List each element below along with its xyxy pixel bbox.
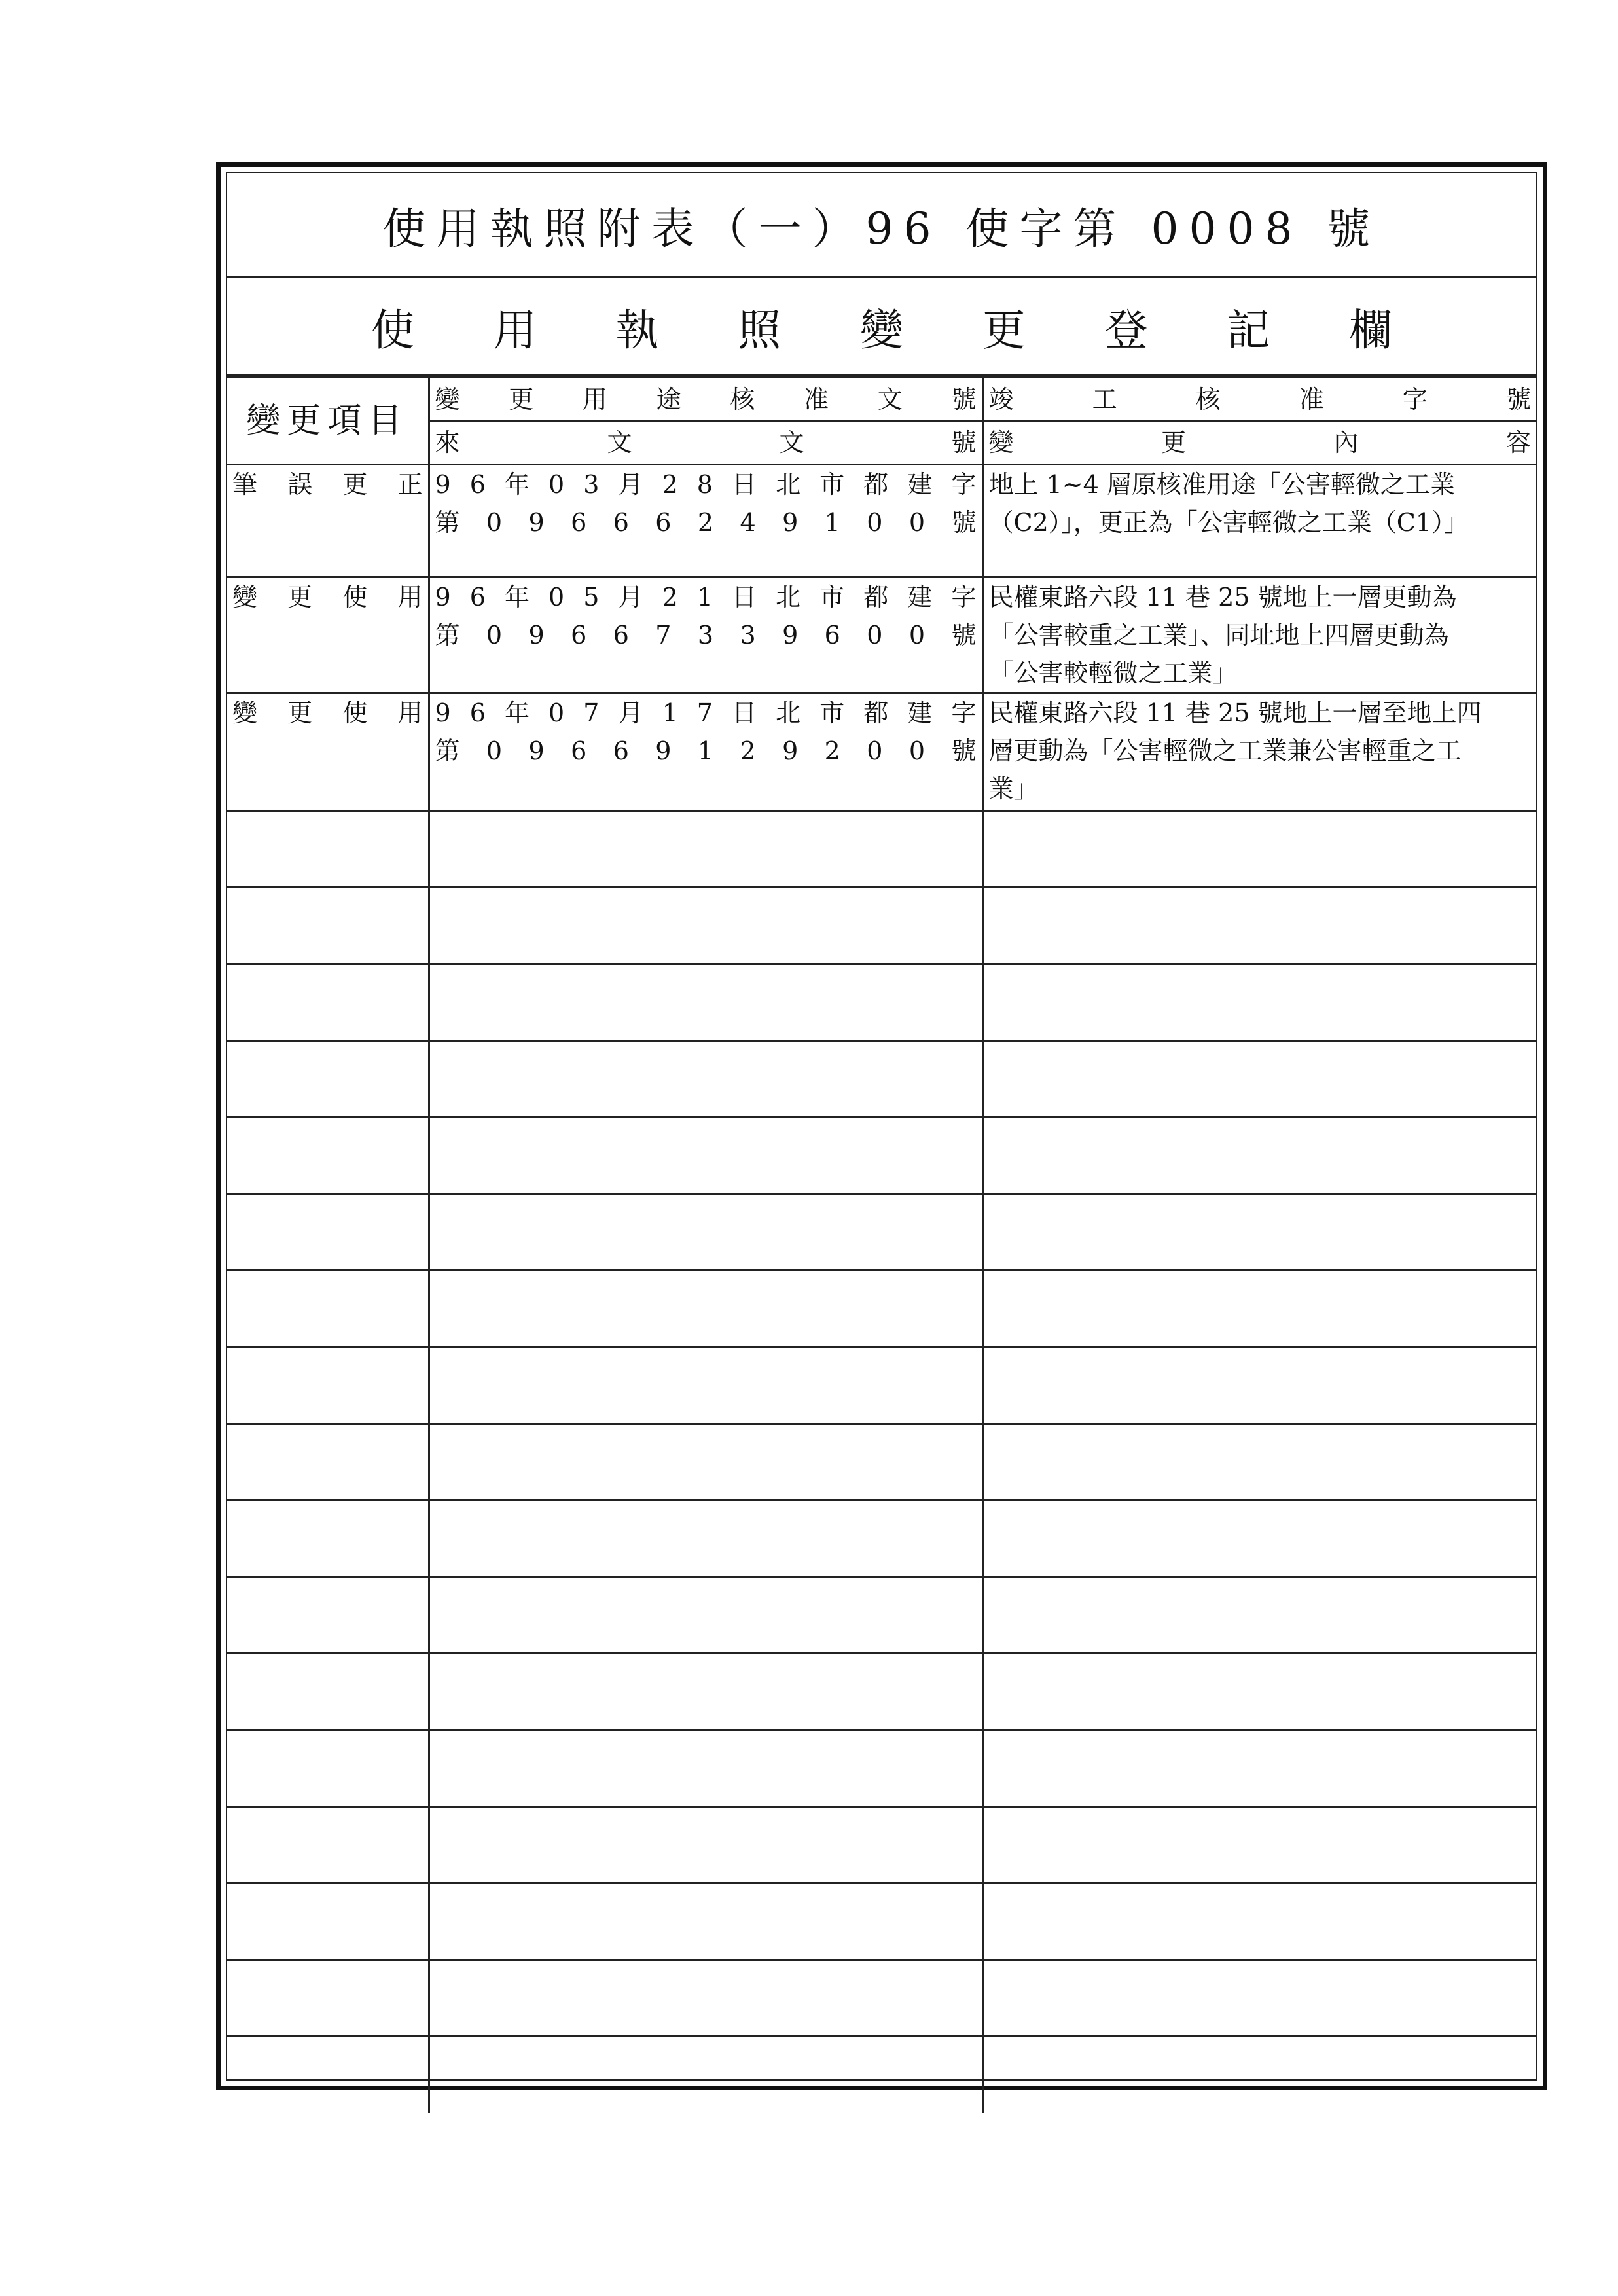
doc-char: 3 bbox=[697, 621, 714, 649]
header-char: 內 bbox=[1333, 428, 1359, 457]
doc-char: 1 bbox=[696, 583, 713, 611]
doc-char: 7 bbox=[583, 699, 600, 727]
change-content-cell bbox=[982, 693, 1536, 811]
approval-doc-cell bbox=[429, 693, 982, 811]
empty-cell bbox=[429, 1424, 982, 1501]
empty-table-row bbox=[227, 1271, 1536, 1347]
empty-cell bbox=[227, 811, 429, 888]
empty-table-row bbox=[227, 888, 1536, 964]
content-line: 民權東路六段 11 巷 25 號地上一層至地上四 bbox=[988, 699, 1482, 727]
form-subtitle bbox=[227, 278, 1536, 376]
subtitle-char: 用 bbox=[493, 305, 537, 355]
doc-char: 北 bbox=[776, 470, 801, 499]
header-char: 變 bbox=[988, 428, 1014, 457]
doc-char: 0 bbox=[548, 583, 565, 611]
empty-cell bbox=[227, 964, 429, 1041]
empty-cell bbox=[982, 1041, 1536, 1118]
doc-line-number bbox=[435, 503, 977, 541]
change-content-cell bbox=[982, 465, 1536, 577]
empty-cell bbox=[429, 1730, 982, 1807]
header-char: 准 bbox=[1299, 385, 1324, 414]
table-row bbox=[227, 577, 1536, 693]
doc-char: 建 bbox=[907, 583, 933, 611]
doc-char: 7 bbox=[655, 621, 672, 649]
empty-table-row bbox=[227, 1654, 1536, 1730]
doc-char: 0 bbox=[867, 621, 883, 649]
content-line: 業」 bbox=[988, 774, 1039, 803]
change-item-cell bbox=[227, 465, 429, 577]
empty-cell bbox=[982, 1194, 1536, 1271]
doc-char: 字 bbox=[951, 699, 977, 727]
empty-cell bbox=[227, 1960, 429, 2037]
empty-table-row bbox=[227, 1424, 1536, 1501]
empty-cell bbox=[429, 1807, 982, 1884]
empty-cell bbox=[982, 1271, 1536, 1347]
empty-cell bbox=[982, 1577, 1536, 1654]
doc-char: 0 bbox=[867, 737, 883, 765]
empty-cell bbox=[227, 2037, 429, 2113]
header-approval-line1 bbox=[430, 378, 982, 420]
empty-table-row bbox=[227, 1577, 1536, 1654]
empty-cell bbox=[429, 1347, 982, 1424]
doc-char: 月 bbox=[618, 699, 643, 727]
doc-char: 都 bbox=[863, 699, 889, 727]
content-line: 民權東路六段 11 巷 25 號地上一層更動為 bbox=[988, 583, 1457, 611]
doc-char: 2 bbox=[697, 508, 714, 537]
empty-cell bbox=[982, 1424, 1536, 1501]
doc-char: 號 bbox=[951, 621, 977, 649]
empty-cell bbox=[227, 1730, 429, 1807]
empty-cell bbox=[429, 1884, 982, 1960]
doc-char: 0 bbox=[486, 737, 503, 765]
doc-char: 第 bbox=[435, 621, 460, 649]
doc-char: 6 bbox=[613, 508, 629, 537]
header-char: 文 bbox=[607, 428, 632, 457]
doc-char: 0 bbox=[908, 508, 926, 537]
doc-char: 都 bbox=[863, 583, 889, 611]
doc-char: 號 bbox=[951, 737, 977, 765]
doc-char: 6 bbox=[571, 621, 587, 649]
header-char: 工 bbox=[1092, 385, 1117, 414]
doc-line-number bbox=[435, 732, 977, 770]
approval-doc-cell bbox=[429, 577, 982, 693]
empty-table-row bbox=[227, 1194, 1536, 1271]
doc-char: 北 bbox=[776, 583, 801, 611]
empty-table-row bbox=[227, 1960, 1536, 2037]
doc-char: 建 bbox=[907, 470, 933, 499]
approval-doc-cell bbox=[429, 465, 982, 577]
change-content-cell bbox=[982, 577, 1536, 693]
empty-cell bbox=[982, 1730, 1536, 1807]
content-line: 「公害較重之工業」、同址地上四層更動為 bbox=[988, 621, 1449, 649]
doc-char: 6 bbox=[469, 470, 486, 499]
doc-char: 2 bbox=[740, 737, 756, 765]
change-item-text bbox=[232, 694, 423, 732]
doc-char: 號 bbox=[951, 508, 977, 537]
header-char: 竣 bbox=[988, 385, 1014, 414]
header-char: 文 bbox=[877, 385, 903, 414]
header-char: 號 bbox=[951, 385, 977, 414]
doc-char: 2 bbox=[662, 470, 678, 499]
empty-cell bbox=[982, 1118, 1536, 1194]
empty-table-row bbox=[227, 2037, 1536, 2113]
empty-cell bbox=[227, 1501, 429, 1577]
subtitle-char: 照 bbox=[738, 305, 782, 355]
doc-char: 9 bbox=[528, 621, 545, 649]
item-char: 正 bbox=[397, 470, 423, 499]
header-char: 更 bbox=[1160, 428, 1186, 457]
doc-char: 1 bbox=[662, 699, 678, 727]
doc-char: 日 bbox=[732, 583, 757, 611]
header-char: 途 bbox=[656, 385, 681, 414]
doc-char: 8 bbox=[696, 470, 713, 499]
empty-table-row bbox=[227, 1347, 1536, 1424]
empty-cell bbox=[982, 964, 1536, 1041]
empty-table-row bbox=[227, 1730, 1536, 1807]
header-char: 文 bbox=[779, 428, 804, 457]
doc-char: 9 bbox=[655, 737, 672, 765]
item-char: 更 bbox=[342, 470, 368, 499]
subtitle-char: 登 bbox=[1104, 305, 1148, 355]
header-char: 核 bbox=[1195, 385, 1221, 414]
header-char: 字 bbox=[1402, 385, 1428, 414]
content-line: 地上 1~4 層原核准用途「公害輕微之工業 bbox=[988, 470, 1455, 499]
item-char: 變 bbox=[232, 699, 258, 727]
doc-char: 日 bbox=[732, 470, 757, 499]
doc-char: 9 bbox=[782, 508, 799, 537]
doc-char: 9 bbox=[528, 508, 545, 537]
table-row bbox=[227, 693, 1536, 811]
subtitle-char: 記 bbox=[1227, 305, 1270, 355]
change-item-cell bbox=[227, 577, 429, 693]
empty-table-row bbox=[227, 1041, 1536, 1118]
doc-char: 6 bbox=[613, 621, 629, 649]
doc-char: 北 bbox=[776, 699, 801, 727]
header-char: 變 bbox=[435, 385, 460, 414]
doc-char: 9 bbox=[435, 699, 451, 727]
doc-char: 4 bbox=[740, 508, 756, 537]
doc-char: 1 bbox=[824, 508, 840, 537]
empty-cell bbox=[227, 1884, 429, 1960]
content-line: 「公害較輕微之工業」 bbox=[988, 659, 1238, 687]
item-char: 用 bbox=[397, 583, 423, 611]
header-change-content bbox=[982, 378, 1536, 465]
doc-line-date bbox=[435, 578, 977, 616]
doc-char: 2 bbox=[824, 737, 840, 765]
item-char: 變 bbox=[232, 583, 258, 611]
doc-char: 6 bbox=[469, 583, 486, 611]
doc-char: 年 bbox=[504, 699, 530, 727]
empty-cell bbox=[982, 1347, 1536, 1424]
empty-cell bbox=[227, 1118, 429, 1194]
doc-char: 日 bbox=[732, 699, 757, 727]
empty-cell bbox=[982, 1654, 1536, 1730]
item-char: 筆 bbox=[232, 470, 258, 499]
empty-cell bbox=[982, 888, 1536, 964]
doc-char: 6 bbox=[824, 621, 840, 649]
doc-char: 9 bbox=[435, 470, 451, 499]
doc-line-number bbox=[435, 616, 977, 654]
doc-char: 字 bbox=[951, 470, 977, 499]
doc-char: 建 bbox=[907, 699, 933, 727]
item-char: 用 bbox=[397, 699, 423, 727]
empty-cell bbox=[429, 2037, 982, 2113]
empty-cell bbox=[227, 1347, 429, 1424]
empty-cell bbox=[429, 1271, 982, 1347]
header-char: 容 bbox=[1505, 428, 1531, 457]
doc-char: 0 bbox=[548, 470, 565, 499]
doc-char: 字 bbox=[951, 583, 977, 611]
subtitle-chars bbox=[371, 295, 1392, 357]
doc-char: 9 bbox=[782, 737, 799, 765]
header-approval-doc bbox=[429, 378, 982, 465]
table-header-row bbox=[227, 378, 1536, 465]
item-char: 更 bbox=[287, 583, 313, 611]
doc-char: 市 bbox=[819, 470, 845, 499]
empty-cell bbox=[227, 1271, 429, 1347]
content-line: 層更動為「公害輕微之工業兼公害輕重之工 bbox=[988, 737, 1462, 765]
doc-char: 市 bbox=[819, 583, 845, 611]
empty-cell bbox=[982, 1884, 1536, 1960]
form-title: 使用執照附表（一）96 使字第 0008 號 bbox=[227, 173, 1536, 278]
empty-table-row bbox=[227, 1118, 1536, 1194]
header-content-line1 bbox=[984, 378, 1537, 420]
empty-cell bbox=[429, 1654, 982, 1730]
empty-cell bbox=[429, 1501, 982, 1577]
doc-char: 6 bbox=[655, 508, 672, 537]
empty-cell bbox=[227, 1041, 429, 1118]
header-change-item: 變更項目 bbox=[227, 378, 429, 465]
empty-cell bbox=[429, 1041, 982, 1118]
empty-cell bbox=[227, 1654, 429, 1730]
empty-cell bbox=[982, 1960, 1536, 2037]
table-row bbox=[227, 465, 1536, 577]
doc-char: 6 bbox=[571, 508, 587, 537]
license-form-frame bbox=[216, 162, 1547, 2090]
doc-char: 1 bbox=[697, 737, 714, 765]
doc-line-date bbox=[435, 694, 977, 732]
empty-table-row bbox=[227, 1807, 1536, 1884]
empty-cell bbox=[429, 811, 982, 888]
subtitle-char: 執 bbox=[615, 305, 659, 355]
item-char: 使 bbox=[342, 699, 368, 727]
empty-cell bbox=[982, 811, 1536, 888]
doc-char: 0 bbox=[486, 508, 503, 537]
doc-char: 6 bbox=[571, 737, 587, 765]
doc-char: 0 bbox=[908, 737, 926, 765]
header-char: 更 bbox=[509, 385, 534, 414]
empty-cell bbox=[227, 1424, 429, 1501]
change-item-text bbox=[232, 465, 423, 503]
doc-char: 9 bbox=[528, 737, 545, 765]
content-line: （C2）」，更正為「公害輕微之工業（C1）」 bbox=[988, 508, 1469, 537]
doc-char: 第 bbox=[435, 737, 460, 765]
license-form-inner bbox=[226, 172, 1537, 2081]
empty-cell bbox=[982, 1501, 1536, 1577]
header-char: 用 bbox=[582, 385, 607, 414]
doc-char: 月 bbox=[618, 470, 643, 499]
subtitle-char: 更 bbox=[982, 305, 1026, 355]
change-item-cell bbox=[227, 693, 429, 811]
header-char: 准 bbox=[804, 385, 829, 414]
empty-table-row bbox=[227, 811, 1536, 888]
doc-char: 9 bbox=[782, 621, 799, 649]
empty-table-row bbox=[227, 1884, 1536, 1960]
doc-char: 年 bbox=[504, 470, 530, 499]
doc-char: 9 bbox=[435, 583, 451, 611]
empty-cell bbox=[429, 1194, 982, 1271]
doc-char: 6 bbox=[469, 699, 486, 727]
subtitle-char: 欄 bbox=[1349, 305, 1392, 355]
doc-char: 市 bbox=[819, 699, 845, 727]
empty-cell bbox=[982, 1807, 1536, 1884]
header-approval-line2 bbox=[430, 420, 982, 464]
header-char: 來 bbox=[435, 428, 460, 457]
doc-char: 0 bbox=[548, 699, 565, 727]
subtitle-char: 使 bbox=[371, 305, 414, 355]
doc-char: 都 bbox=[863, 470, 889, 499]
empty-table-row bbox=[227, 1501, 1536, 1577]
doc-char: 0 bbox=[867, 508, 883, 537]
empty-cell bbox=[227, 1807, 429, 1884]
doc-char: 6 bbox=[613, 737, 629, 765]
item-char: 更 bbox=[287, 699, 313, 727]
item-char: 使 bbox=[342, 583, 368, 611]
doc-char: 年 bbox=[504, 583, 530, 611]
item-char: 誤 bbox=[287, 470, 313, 499]
empty-cell bbox=[429, 888, 982, 964]
doc-char: 7 bbox=[696, 699, 713, 727]
empty-cell bbox=[227, 1194, 429, 1271]
empty-cell bbox=[429, 1118, 982, 1194]
empty-cell bbox=[429, 1960, 982, 2037]
header-char: 核 bbox=[730, 385, 755, 414]
subtitle-char: 變 bbox=[860, 305, 903, 355]
empty-cell bbox=[429, 964, 982, 1041]
change-item-text bbox=[232, 578, 423, 616]
doc-char: 0 bbox=[486, 621, 503, 649]
header-char: 號 bbox=[951, 428, 977, 457]
empty-cell bbox=[429, 1577, 982, 1654]
doc-char: 月 bbox=[618, 583, 643, 611]
doc-line-date bbox=[435, 465, 977, 503]
empty-cell bbox=[227, 888, 429, 964]
doc-char: 3 bbox=[740, 621, 756, 649]
doc-char: 2 bbox=[662, 583, 678, 611]
doc-char: 5 bbox=[583, 583, 600, 611]
empty-table-row bbox=[227, 964, 1536, 1041]
header-char: 號 bbox=[1505, 385, 1531, 414]
doc-char: 3 bbox=[583, 470, 600, 499]
doc-char: 第 bbox=[435, 508, 460, 537]
header-content-line2 bbox=[984, 420, 1537, 464]
empty-cell bbox=[982, 2037, 1536, 2113]
empty-cell bbox=[227, 1577, 429, 1654]
change-register-table bbox=[227, 376, 1536, 2113]
doc-char: 0 bbox=[908, 621, 926, 649]
